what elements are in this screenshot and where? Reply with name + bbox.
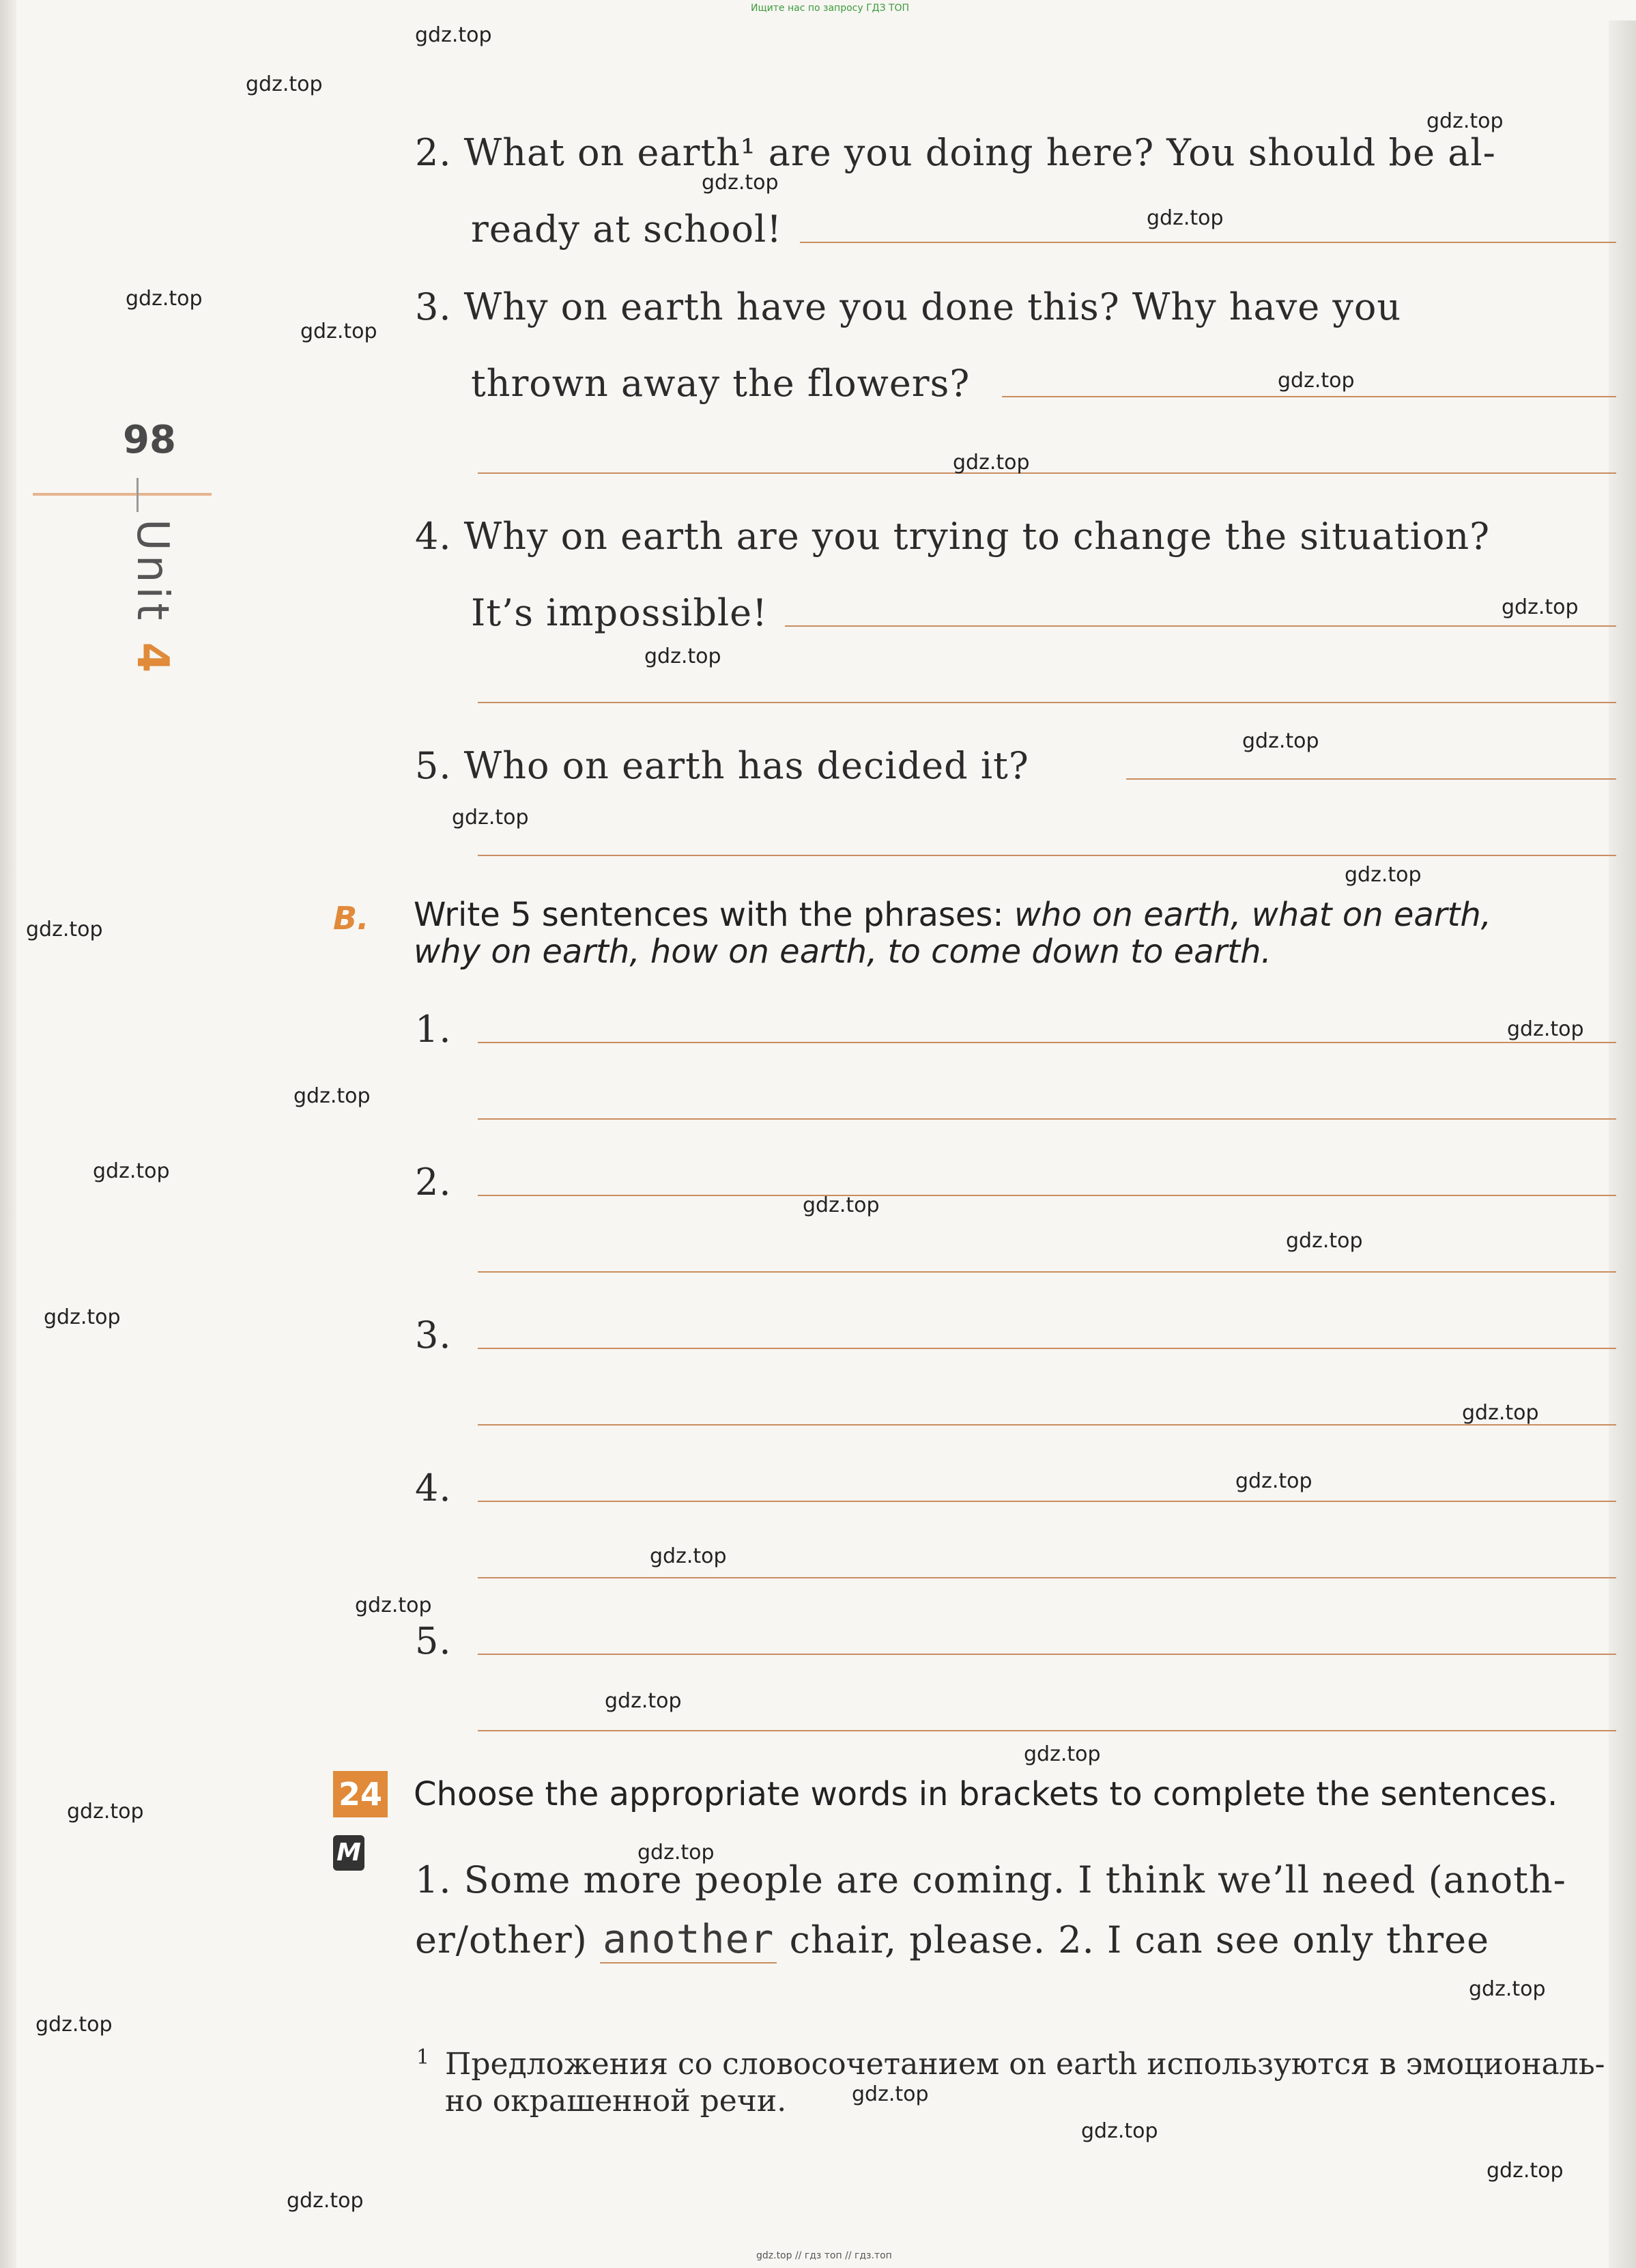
watermark: gdz.top	[246, 72, 323, 96]
answer-line[interactable]	[800, 242, 1616, 243]
answer-line[interactable]	[1002, 396, 1616, 397]
watermark: gdz.top	[852, 2082, 929, 2106]
watermark: gdz.top	[452, 806, 529, 830]
answer-line[interactable]	[478, 1042, 1616, 1043]
instruction-plain: Write 5 sentences with the phrases:	[414, 896, 1004, 934]
answer-line[interactable]	[478, 1118, 1616, 1120]
answer-line[interactable]	[478, 1501, 1616, 1502]
answer-line[interactable]	[478, 1424, 1616, 1426]
mode-icon: M	[333, 1835, 364, 1871]
item-3-line-2: thrown away the flowers?	[471, 362, 971, 405]
watermark: gdz.top	[1469, 1977, 1546, 2001]
unit-word: Unit	[127, 519, 177, 625]
watermark: gdz.top	[287, 2189, 364, 2213]
b-number-4: 4.	[415, 1466, 452, 1509]
watermark: gdz.top	[953, 451, 1030, 474]
unit-divider-tick	[137, 478, 139, 512]
answer-line[interactable]	[478, 1654, 1616, 1655]
exercise-24-instruction: Choose the appropriate words in brackets to complete the sentences.	[414, 1775, 1558, 1813]
watermark: gdz.top	[1462, 1401, 1539, 1425]
answer-line[interactable]	[1126, 778, 1616, 780]
unit-number: 4	[127, 642, 177, 677]
watermark: gdz.top	[26, 918, 103, 941]
line-2-before: er/other)	[415, 1918, 588, 1961]
exercise-b-instruction-line-1	[414, 896, 1491, 934]
page-binding-shadow	[0, 0, 16, 2268]
watermark: gdz.top	[803, 1193, 880, 1217]
watermark: gdz.top	[355, 1593, 432, 1617]
watermark: gdz.top	[126, 287, 203, 311]
footnote-marker: 1	[416, 2045, 430, 2069]
watermark: gdz.top	[1081, 2119, 1158, 2143]
answer-line[interactable]	[478, 1348, 1616, 1349]
b-number-5: 5.	[415, 1619, 452, 1662]
answer-line[interactable]	[478, 855, 1616, 856]
item-4-line-2: It’s impossible!	[471, 591, 768, 634]
watermark: gdz.top	[300, 320, 377, 343]
top-banner[interactable]: Ищите нас по запросу ГДЗ ТОП	[751, 3, 910, 14]
exercise-b-instruction-line-2	[414, 933, 1272, 971]
watermark: gdz.top	[1242, 729, 1319, 753]
bottom-banner[interactable]: gdz.top // гдз топ // гдз.топ	[756, 2250, 892, 2261]
exercise-b-label: B.	[333, 900, 369, 937]
answer-line[interactable]	[478, 1195, 1616, 1196]
answer-line[interactable]	[478, 702, 1616, 703]
watermark: gdz.top	[35, 2013, 113, 2037]
answer-line[interactable]	[478, 1271, 1616, 1273]
instruction-phrases: who on earth, what on earth,	[1014, 896, 1492, 934]
instruction-phrases-cont: why on earth, how on earth, to come down to earth.	[414, 933, 1272, 971]
answer-line[interactable]	[478, 1730, 1616, 1731]
watermark: gdz.top	[644, 644, 721, 668]
watermark: gdz.top	[1147, 206, 1224, 230]
page-number: 98	[123, 418, 176, 462]
watermark: gdz.top	[415, 23, 492, 47]
watermark: gdz.top	[1286, 1229, 1363, 1253]
watermark: gdz.top	[293, 1084, 371, 1108]
watermark: gdz.top	[1426, 109, 1504, 133]
exercise-24-badge: 24	[333, 1771, 388, 1817]
watermark: gdz.top	[1502, 595, 1579, 619]
watermark: gdz.top	[93, 1159, 170, 1183]
b-number-1: 1.	[415, 1008, 452, 1051]
watermark: gdz.top	[1278, 369, 1355, 393]
unit-divider	[33, 493, 212, 496]
answer-line[interactable]	[478, 472, 1616, 474]
watermark: gdz.top	[650, 1544, 727, 1568]
item-2-line-2: ready at school!	[471, 208, 782, 251]
page-edge-shadow	[1609, 20, 1636, 2268]
watermark: gdz.top	[1345, 863, 1422, 887]
handwritten-answer[interactable]: another	[600, 1916, 777, 1964]
line-2-after: chair, please. 2. I can see only three	[789, 1918, 1490, 1961]
watermark: gdz.top	[67, 1800, 144, 1824]
watermark: gdz.top	[702, 171, 779, 195]
item-4-line-1: 4. Why on earth are you trying to change the situation?	[415, 515, 1491, 558]
unit-label	[109, 519, 177, 677]
watermark: gdz.top	[605, 1689, 682, 1713]
watermark: gdz.top	[1487, 2159, 1564, 2183]
item-2-line-1: 2. What on earth¹ are you doing here? You should be al-	[415, 131, 1496, 174]
watermark: gdz.top	[1024, 1742, 1101, 1766]
footnote-line-2: но окрашенной речи.	[445, 2084, 787, 2118]
footnote-line-1: Предложения со словосочетанием on earth используются в эмоциональ-	[445, 2047, 1605, 2082]
exercise-24-line-2	[415, 1916, 1489, 1962]
watermark: gdz.top	[44, 1305, 121, 1329]
watermark: gdz.top	[1507, 1017, 1584, 1041]
watermark: gdz.top	[1235, 1469, 1312, 1493]
b-number-3: 3.	[415, 1314, 452, 1357]
b-number-2: 2.	[415, 1161, 452, 1204]
answer-line[interactable]	[478, 1577, 1616, 1578]
item-5-line-1: 5. Who on earth has decided it?	[415, 744, 1029, 787]
watermark: gdz.top	[637, 1841, 715, 1865]
answer-line[interactable]	[785, 625, 1616, 627]
exercise-24-line-1: 1. Some more people are coming. I think we’ll need (anoth-	[415, 1858, 1566, 1901]
item-3-line-1: 3. Why on earth have you done this? Why have you	[415, 285, 1402, 328]
